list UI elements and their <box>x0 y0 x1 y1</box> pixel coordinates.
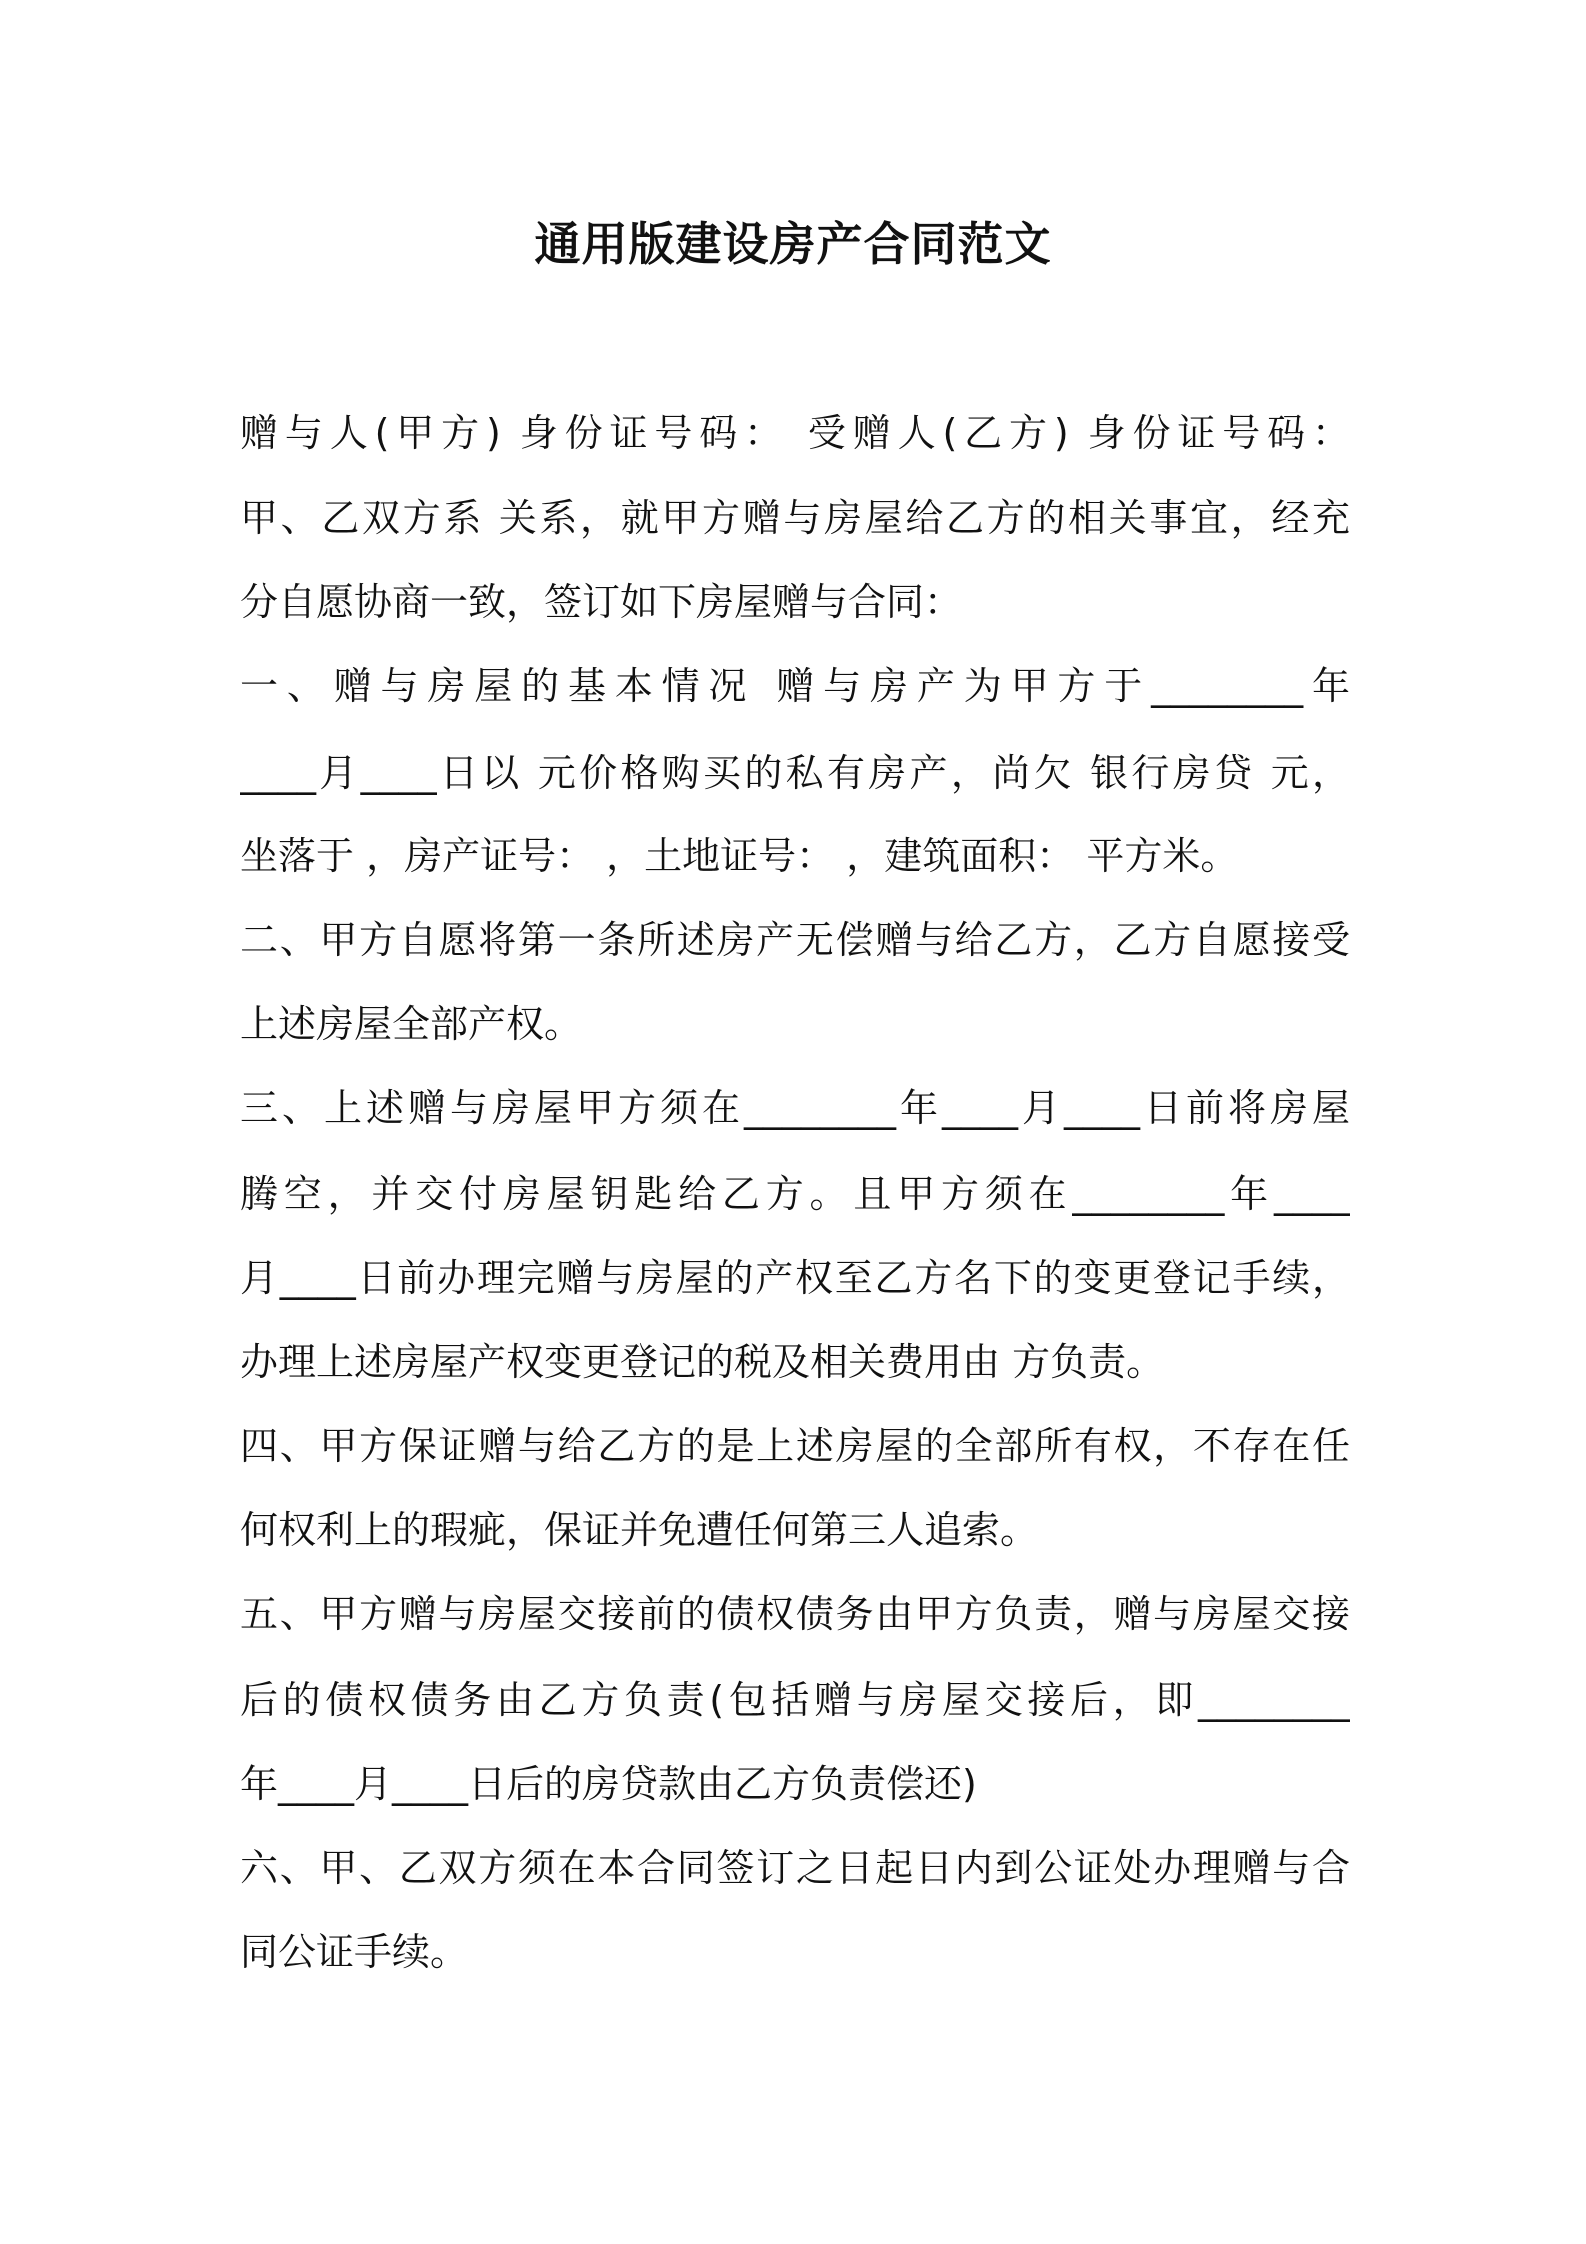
clause-3-line-2: 腾空，并交付房屋钥匙给乙方。且甲方须在________年____ <box>240 1172 1350 1216</box>
text-line-relationship: 甲、乙双方系 关系，就甲方赠与房屋给乙方的相关事宜，经充 <box>240 496 1350 540</box>
clause-5-line-3: 年____月____日后的房贷款由乙方负责偿还) <box>240 1762 977 1806</box>
clause-3-line-3: 月____日前办理完赠与房屋的产权至乙方名下的变更登记手续， <box>240 1256 1350 1300</box>
clause-1-line-3: 坐落于 ，房产证号： ，土地证号： ，建筑面积： 平方米。 <box>240 834 1239 878</box>
clause-2-line-1: 二、甲方自愿将第一条所述房产无偿赠与给乙方，乙方自愿接受 <box>240 918 1350 962</box>
clause-5-line-1: 五、甲方赠与房屋交接前的债权债务由甲方负责，赠与房屋交接 <box>240 1592 1350 1636</box>
clause-3-line-1: 三、上述赠与房屋甲方须在________年____月____日前将房屋 <box>240 1086 1350 1130</box>
clause-4-line-2: 何权利上的瑕疵，保证并免遭任何第三人追索。 <box>240 1508 1039 1552</box>
clause-6-line-1: 六、甲、乙双方须在本合同签订之日起日内到公证处办理赠与合 <box>240 1846 1350 1890</box>
clause-1-line-2: ____月____日以 元价格购买的私有房产，尚欠 银行房贷 元， <box>240 751 1350 795</box>
text-line-donor-info: 赠与人(甲方) 身份证号码： 受赠人(乙方) 身份证号码： <box>240 411 1350 455</box>
clause-3-line-4: 办理上述房屋产权变更登记的税及相关费用由 方负责。 <box>240 1340 1165 1384</box>
clause-6-line-2: 同公证手续。 <box>240 1930 469 1974</box>
text-line-agreement: 分自愿协商一致，签订如下房屋赠与合同： <box>240 580 963 624</box>
clause-2-line-2: 上述房屋全部产权。 <box>240 1002 583 1046</box>
clause-1-line-1: 一、赠与房屋的基本情况 赠与房产为甲方于________年 <box>240 664 1350 708</box>
document-title: 通用版建设房产合同范文 <box>534 217 1052 271</box>
clause-4-line-1: 四、甲方保证赠与给乙方的是上述房屋的全部所有权，不存在任 <box>240 1424 1350 1468</box>
clause-5-line-2: 后的债权债务由乙方负责(包括赠与房屋交接后，即________ <box>240 1678 1350 1722</box>
